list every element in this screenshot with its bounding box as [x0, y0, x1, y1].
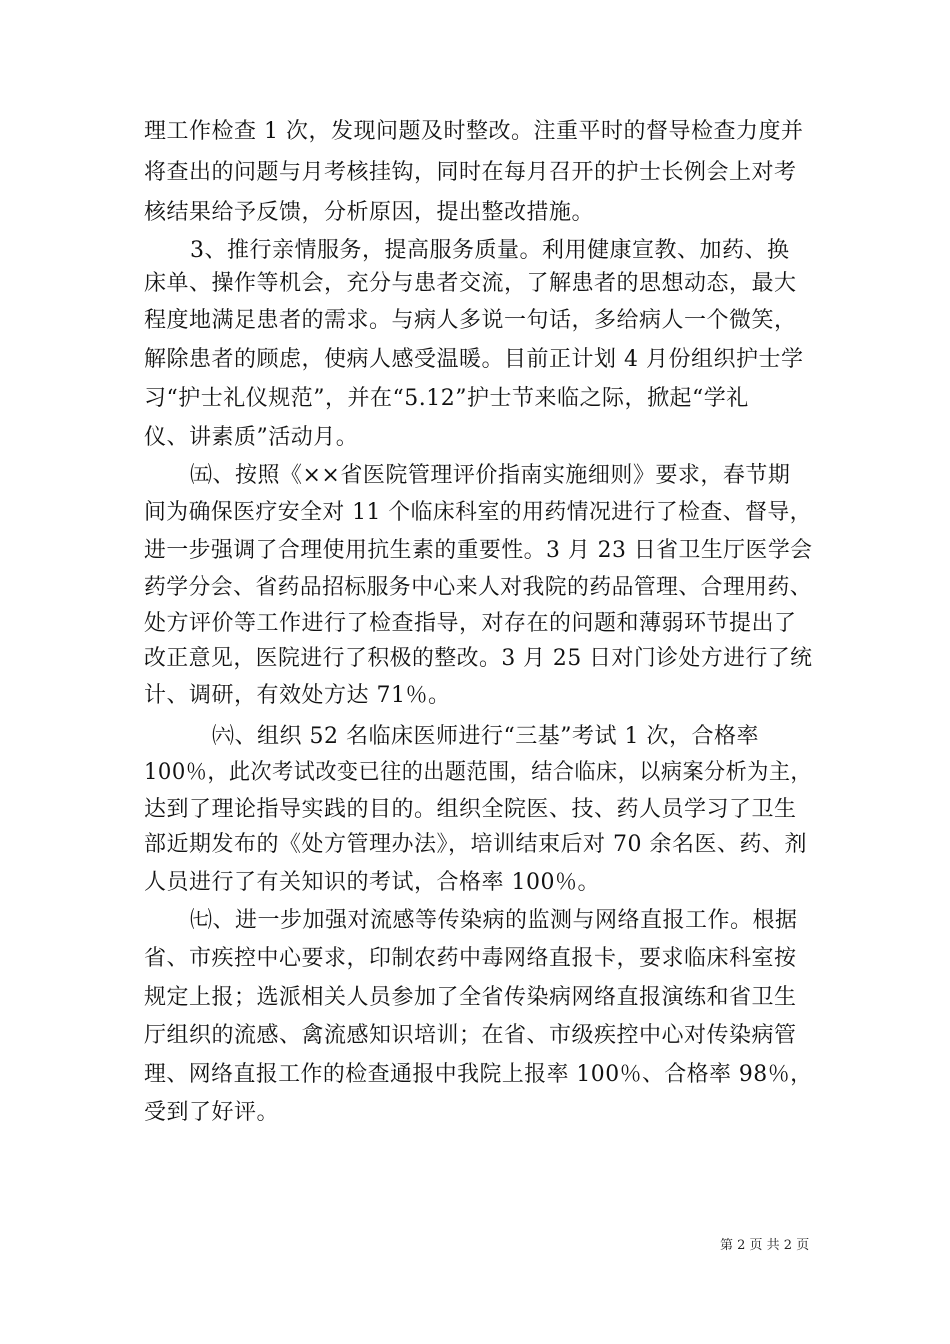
text-line: ㈤、按照《××省医院管理评价指南实施细则》要求，春节期: [190, 463, 791, 488]
text-line: 将查出的问题与月考核挂钩，同时在每月召开的护士长例会上对考: [144, 160, 797, 185]
text-line: 理、网络直报工作的检查通报中我院上报率 100％、合格率 98％，: [144, 1062, 813, 1087]
text-line: 达到了理论指导实践的目的。组织全院医、技、药人员学习了卫生: [144, 797, 797, 822]
text-line: 改正意见，医院进行了积极的整改。3 月 25 日对门诊处方进行了统: [144, 646, 813, 671]
text-line: 处方评价等工作进行了检查指导，对存在的问题和薄弱环节提出了: [144, 611, 797, 636]
text-line: 进一步强调了合理使用抗生素的重要性。3 月 23 日省卫生厅医学会: [144, 538, 813, 563]
text-line: 部近期发布的《处方管理办法》，培训结束后对 70 余名医、药、剂: [144, 832, 807, 857]
text-line: 厅组织的流感、禽流感知识培训；在省、市级疾控中心对传染病管: [144, 1023, 797, 1048]
text-line: ㈦、进一步加强对流感等传染病的监测与网络直报工作。根据: [190, 908, 798, 933]
text-line: 受到了好评。: [144, 1100, 280, 1125]
text-line: 解除患者的顾虑，使病人感受温暖。目前正计划 4 月份组织护士学: [144, 347, 804, 372]
text-line: 人员进行了有关知识的考试，合格率 100％。: [144, 870, 600, 895]
text-line: 100％，此次考试改变已往的出题范围，结合临床，以病案分析为主，: [144, 760, 813, 785]
text-line: 药学分会、省药品招标服务中心来人对我院的药品管理、合理用药、: [144, 575, 812, 600]
text-line: 习“护士礼仪规范”，并在“5.12”护士节来临之际，掀起“学礼: [144, 386, 749, 411]
text-line: 程度地满足患者的需求。与病人多说一句话，多给病人一个微笑，: [144, 308, 797, 333]
text-line: ㈥、组织 52 名临床医师进行“三基”考试 1 次，合格率: [212, 724, 759, 749]
text-line: 核结果给予反馈，分析原因，提出整改措施。: [144, 200, 595, 225]
text-line: 3、推行亲情服务，提高服务质量。利用健康宣教、加药、换: [190, 238, 790, 263]
text-line: 省、市疾控中心要求，印制农药中毒网络直报卡，要求临床科室按: [144, 946, 797, 971]
text-line: 规定上报；选派相关人员参加了全省传染病网络直报演练和省卫生: [144, 985, 797, 1010]
text-line: 计、调研，有效处方达 71％。: [144, 683, 451, 708]
text-line: 理工作检查 1 次，发现问题及时整改。注重平时的督导检查力度并: [144, 119, 804, 144]
text-line: 间为确保医疗安全对 11 个临床科室的用药情况进行了检查、督导，: [144, 500, 812, 525]
page-footer: 第 2 页 共 2 页: [720, 1238, 810, 1253]
text-line: 床单、操作等机会，充分与患者交流，了解患者的思想动态，最大: [144, 271, 797, 296]
text-line: 仪、讲素质”活动月。: [144, 425, 359, 450]
